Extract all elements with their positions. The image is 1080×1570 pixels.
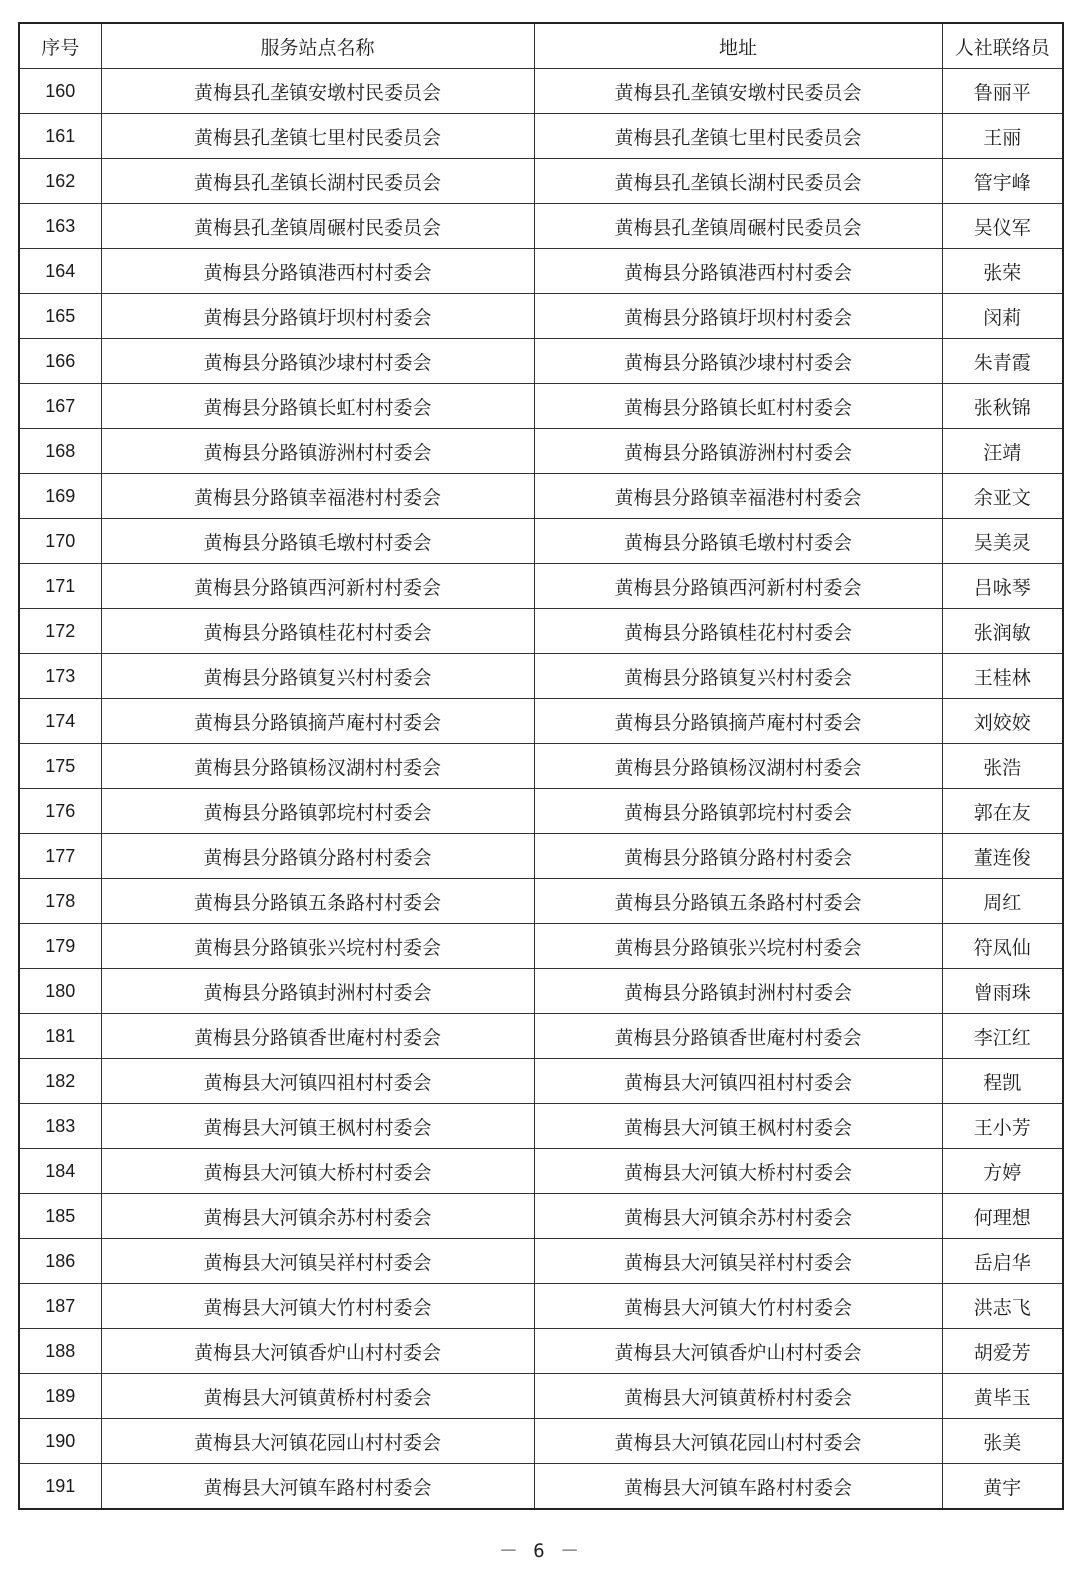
cell-address: 黄梅县分路镇张兴垸村村委会: [534, 924, 942, 969]
cell-address: 黄梅县分路镇桂花村村委会: [534, 609, 942, 654]
cell-station-name: 黄梅县大河镇车路村村委会: [101, 1464, 534, 1510]
cell-no: 174: [19, 699, 101, 744]
cell-no: 182: [19, 1059, 101, 1104]
cell-address: 黄梅县孔垄镇长湖村民委员会: [534, 159, 942, 204]
cell-station-name: 黄梅县分路镇郭垸村村委会: [101, 789, 534, 834]
cell-station-name: 黄梅县分路镇杨汊湖村村委会: [101, 744, 534, 789]
cell-address: 黄梅县分路镇杨汊湖村村委会: [534, 744, 942, 789]
table-row: [19, 519, 1063, 564]
cell-no: 177: [19, 834, 101, 879]
cell-address: 黄梅县分路镇长虹村村委会: [534, 384, 942, 429]
cell-station-name: 黄梅县孔垄镇七里村民委员会: [101, 114, 534, 159]
cell-address: 黄梅县大河镇大竹村村委会: [534, 1284, 942, 1329]
cell-contact: 张润敏: [942, 609, 1063, 654]
table-row: [19, 204, 1063, 249]
cell-contact: 吴仪军: [942, 204, 1063, 249]
cell-station-name: 黄梅县大河镇余苏村村委会: [101, 1194, 534, 1239]
cell-address: 黄梅县分路镇毛墩村村委会: [534, 519, 942, 564]
cell-contact: 程凯: [942, 1059, 1063, 1104]
cell-address: 黄梅县分路镇幸福港村村委会: [534, 474, 942, 519]
cell-address: 黄梅县分路镇分路村村委会: [534, 834, 942, 879]
cell-no: 165: [19, 294, 101, 339]
header-contact: 人社联络员: [942, 23, 1063, 69]
cell-station-name: 黄梅县分路镇长虹村村委会: [101, 384, 534, 429]
cell-contact: 洪志飞: [942, 1284, 1063, 1329]
cell-address: 黄梅县大河镇余苏村村委会: [534, 1194, 942, 1239]
table-row: [19, 1374, 1063, 1419]
cell-station-name: 黄梅县分路镇复兴村村委会: [101, 654, 534, 699]
cell-no: 187: [19, 1284, 101, 1329]
table-row: [19, 1329, 1063, 1374]
cell-no: 163: [19, 204, 101, 249]
cell-address: 黄梅县分路镇沙埭村村委会: [534, 339, 942, 384]
cell-no: 180: [19, 969, 101, 1014]
cell-no: 184: [19, 1149, 101, 1194]
cell-contact: 王小芳: [942, 1104, 1063, 1149]
cell-station-name: 黄梅县大河镇大竹村村委会: [101, 1284, 534, 1329]
table-row: [19, 474, 1063, 519]
table-row: [19, 1464, 1063, 1510]
table-row: [19, 1284, 1063, 1329]
table-row: [19, 969, 1063, 1014]
cell-address: 黄梅县分路镇五条路村村委会: [534, 879, 942, 924]
cell-contact: 曾雨珠: [942, 969, 1063, 1014]
cell-contact: 郭在友: [942, 789, 1063, 834]
cell-no: 166: [19, 339, 101, 384]
cell-no: 172: [19, 609, 101, 654]
cell-no: 168: [19, 429, 101, 474]
cell-contact: 刘姣姣: [942, 699, 1063, 744]
roster-sheet: [18, 22, 1062, 1510]
table-row: [19, 249, 1063, 294]
header-no: 序号: [19, 23, 101, 69]
cell-contact: 董连俊: [942, 834, 1063, 879]
cell-no: 183: [19, 1104, 101, 1149]
table-row: [19, 1104, 1063, 1149]
cell-address: 黄梅县分路镇香世庵村村委会: [534, 1014, 942, 1059]
cell-address: 黄梅县分路镇游洲村村委会: [534, 429, 942, 474]
cell-contact: 张浩: [942, 744, 1063, 789]
cell-address: 黄梅县分路镇复兴村村委会: [534, 654, 942, 699]
cell-address: 黄梅县大河镇四祖村村委会: [534, 1059, 942, 1104]
cell-address: 黄梅县分路镇西河新村村委会: [534, 564, 942, 609]
cell-contact: 黄宇: [942, 1464, 1063, 1510]
cell-contact: 方婷: [942, 1149, 1063, 1194]
cell-no: 175: [19, 744, 101, 789]
table-row: [19, 924, 1063, 969]
cell-station-name: 黄梅县分路镇幸福港村村委会: [101, 474, 534, 519]
cell-no: 176: [19, 789, 101, 834]
page-number: － 6 －: [498, 1540, 582, 1562]
cell-address: 黄梅县大河镇车路村村委会: [534, 1464, 942, 1510]
cell-no: 170: [19, 519, 101, 564]
cell-station-name: 黄梅县分路镇封洲村村委会: [101, 969, 534, 1014]
header-station-name: 服务站点名称: [101, 23, 534, 69]
cell-contact: 鲁丽平: [942, 69, 1063, 114]
cell-address: 黄梅县大河镇香炉山村村委会: [534, 1329, 942, 1374]
cell-no: 188: [19, 1329, 101, 1374]
cell-no: 179: [19, 924, 101, 969]
cell-station-name: 黄梅县分路镇沙埭村村委会: [101, 339, 534, 384]
cell-station-name: 黄梅县分路镇游洲村村委会: [101, 429, 534, 474]
cell-station-name: 黄梅县大河镇王枫村村委会: [101, 1104, 534, 1149]
cell-no: 178: [19, 879, 101, 924]
cell-contact: 朱青霞: [942, 339, 1063, 384]
cell-address: 黄梅县大河镇大桥村村委会: [534, 1149, 942, 1194]
table-row: [19, 339, 1063, 384]
cell-address: 黄梅县分路镇圩坝村村委会: [534, 294, 942, 339]
table-row: [19, 429, 1063, 474]
table-row: [19, 1239, 1063, 1284]
cell-no: 160: [19, 69, 101, 114]
cell-address: 黄梅县分路镇封洲村村委会: [534, 969, 942, 1014]
cell-contact: 符凤仙: [942, 924, 1063, 969]
cell-contact: 黄毕玉: [942, 1374, 1063, 1419]
table-row: [19, 834, 1063, 879]
cell-station-name: 黄梅县分路镇圩坝村村委会: [101, 294, 534, 339]
cell-address: 黄梅县分路镇郭垸村村委会: [534, 789, 942, 834]
cell-station-name: 黄梅县分路镇桂花村村委会: [101, 609, 534, 654]
cell-no: 173: [19, 654, 101, 699]
service-station-table: [18, 22, 1064, 1510]
table-row: [19, 1194, 1063, 1239]
cell-contact: 胡爱芳: [942, 1329, 1063, 1374]
cell-no: 191: [19, 1464, 101, 1510]
cell-station-name: 黄梅县大河镇黄桥村村委会: [101, 1374, 534, 1419]
cell-station-name: 黄梅县孔垄镇安墩村民委员会: [101, 69, 534, 114]
cell-address: 黄梅县孔垄镇安墩村民委员会: [534, 69, 942, 114]
cell-station-name: 黄梅县大河镇花园山村村委会: [101, 1419, 534, 1464]
cell-station-name: 黄梅县分路镇摘芦庵村村委会: [101, 699, 534, 744]
cell-station-name: 黄梅县分路镇毛墩村村委会: [101, 519, 534, 564]
cell-station-name: 黄梅县分路镇张兴垸村村委会: [101, 924, 534, 969]
cell-address: 黄梅县大河镇王枫村村委会: [534, 1104, 942, 1149]
table-row: [19, 654, 1063, 699]
cell-contact: 管宇峰: [942, 159, 1063, 204]
cell-station-name: 黄梅县大河镇大桥村村委会: [101, 1149, 534, 1194]
cell-no: 164: [19, 249, 101, 294]
cell-contact: 张美: [942, 1419, 1063, 1464]
cell-contact: 闵莉: [942, 294, 1063, 339]
table-row: [19, 159, 1063, 204]
header-address: 地址: [534, 23, 942, 69]
table-row: [19, 699, 1063, 744]
cell-contact: 周红: [942, 879, 1063, 924]
cell-contact: 岳启华: [942, 1239, 1063, 1284]
cell-no: 169: [19, 474, 101, 519]
cell-address: 黄梅县大河镇花园山村村委会: [534, 1419, 942, 1464]
cell-no: 167: [19, 384, 101, 429]
cell-address: 黄梅县孔垄镇七里村民委员会: [534, 114, 942, 159]
cell-contact: 张荣: [942, 249, 1063, 294]
cell-address: 黄梅县分路镇港西村村委会: [534, 249, 942, 294]
cell-address: 黄梅县孔垄镇周碾村民委员会: [534, 204, 942, 249]
cell-contact: 李江红: [942, 1014, 1063, 1059]
cell-contact: 余亚文: [942, 474, 1063, 519]
cell-no: 185: [19, 1194, 101, 1239]
cell-no: 189: [19, 1374, 101, 1419]
table-body: [19, 69, 1063, 1510]
cell-no: 161: [19, 114, 101, 159]
cell-contact: 吕咏琴: [942, 564, 1063, 609]
table-row: [19, 1149, 1063, 1194]
table-row: [19, 879, 1063, 924]
table-row: [19, 1059, 1063, 1104]
cell-station-name: 黄梅县孔垄镇周碾村民委员会: [101, 204, 534, 249]
table-header-row: [19, 23, 1063, 69]
cell-station-name: 黄梅县分路镇五条路村村委会: [101, 879, 534, 924]
table-row: [19, 114, 1063, 159]
cell-station-name: 黄梅县孔垄镇长湖村民委员会: [101, 159, 534, 204]
cell-contact: 汪靖: [942, 429, 1063, 474]
cell-contact: 王桂林: [942, 654, 1063, 699]
table-row: [19, 1419, 1063, 1464]
table-row: [19, 564, 1063, 609]
cell-contact: 王丽: [942, 114, 1063, 159]
cell-no: 190: [19, 1419, 101, 1464]
table-row: [19, 69, 1063, 114]
cell-no: 171: [19, 564, 101, 609]
cell-station-name: 黄梅县分路镇分路村村委会: [101, 834, 534, 879]
cell-no: 186: [19, 1239, 101, 1284]
table-row: [19, 789, 1063, 834]
table-row: [19, 609, 1063, 654]
cell-contact: 张秋锦: [942, 384, 1063, 429]
cell-no: 181: [19, 1014, 101, 1059]
cell-contact: 何理想: [942, 1194, 1063, 1239]
table-row: [19, 744, 1063, 789]
cell-contact: 吴美灵: [942, 519, 1063, 564]
cell-no: 162: [19, 159, 101, 204]
cell-station-name: 黄梅县大河镇香炉山村村委会: [101, 1329, 534, 1374]
cell-station-name: 黄梅县分路镇香世庵村村委会: [101, 1014, 534, 1059]
cell-address: 黄梅县分路镇摘芦庵村村委会: [534, 699, 942, 744]
table-row: [19, 294, 1063, 339]
cell-station-name: 黄梅县大河镇吴祥村村委会: [101, 1239, 534, 1284]
cell-station-name: 黄梅县分路镇港西村村委会: [101, 249, 534, 294]
cell-address: 黄梅县大河镇吴祥村村委会: [534, 1239, 942, 1284]
cell-station-name: 黄梅县分路镇西河新村村委会: [101, 564, 534, 609]
cell-station-name: 黄梅县大河镇四祖村村委会: [101, 1059, 534, 1104]
table-row: [19, 1014, 1063, 1059]
table-row: [19, 384, 1063, 429]
cell-address: 黄梅县大河镇黄桥村村委会: [534, 1374, 942, 1419]
